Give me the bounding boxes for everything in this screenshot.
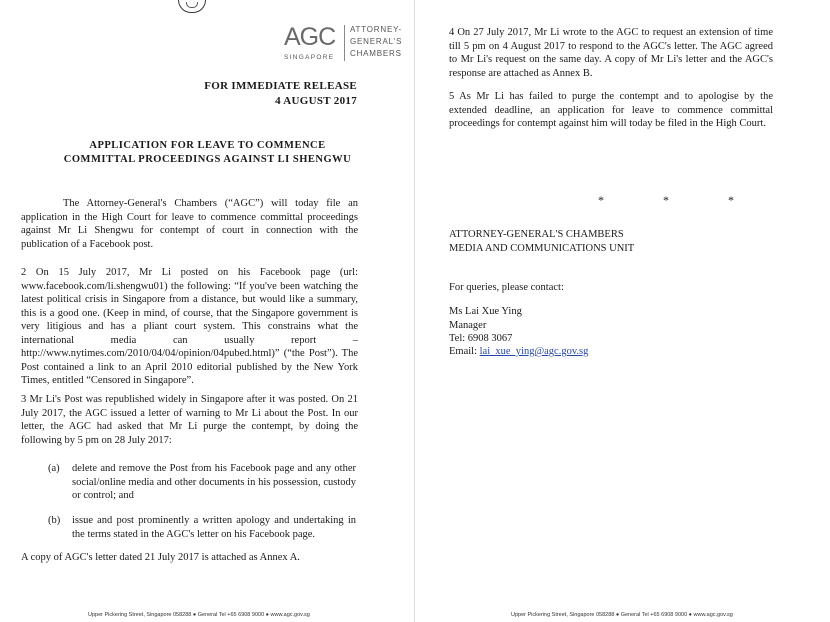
paragraph-4 <box>449 26 773 80</box>
contact-email-row <box>449 345 588 359</box>
footer-address-left: Upper Pickering Street, Singapore 058288 ● General Tel +65 6908 9000 ● www.agc.gov.sg <box>88 612 310 618</box>
annex-a-text: A copy of AGC's letter dated 21 July 2017 is attached as Annex A. <box>21 552 300 563</box>
paragraph-1 <box>21 197 358 251</box>
logo-mark: AGC <box>284 23 336 51</box>
list-item-b-label: (b) <box>48 515 61 526</box>
paragraph-4-text: 4 On 27 July 2017, Mr Li wrote to the AGC to request an extension of time till 5 pm on 4 August 2017 to respond to the AGC's letter. The AGC agreed to Mr Li's request on the same day. A copy of Mr Li's letter and the AGC's response are attached as Annex B. <box>449 27 773 79</box>
paragraph-5 <box>449 90 773 131</box>
annex-a-note <box>21 551 358 565</box>
release-date: 4 AUGUST 2017 <box>275 95 357 107</box>
logo-sub: SINGAPORE <box>284 54 335 61</box>
unit-name-line-1: ATTORNEY-GENERAL'S CHAMBERS <box>449 229 624 240</box>
contact-email-label: Email: <box>449 346 480 357</box>
list-item-a <box>48 462 356 503</box>
paragraph-2-text: 2 On 15 July 2017, Mr Li posted on his Facebook page (url: www.facebook.com/li.shengwu01) the following: “If you've been watching the latest political crisis in Singapore from a distance, but would like a summary, this is a good one. (Keep in mind, of course, that the Singapore government is very litigious and has a pliant court system. This constrains what the international media can usually report – http://www.nytimes.com/2010/04/04/opinion/04pubed.html)” (“the Post”). The Post contained a link to an April 2010 editorial published by the New York Times, entitled “Censored in Singapore”. <box>21 267 358 386</box>
agc-logo <box>284 22 414 62</box>
paragraph-3 <box>21 393 358 447</box>
unit-name-line-2: MEDIA AND COMMUNICATIONS UNIT <box>449 243 635 254</box>
section-separator: * * * <box>598 193 762 207</box>
release-label: FOR IMMEDIATE RELEASE <box>204 80 357 92</box>
paragraph-5-text: 5 As Mr Li has failed to purge the contempt and to apologise by the extended deadline, an application for leave to commence committal proceedings for contempt against him will today be filed in the High Court. <box>449 91 773 129</box>
paragraph-2 <box>21 266 358 388</box>
heading-line-2: COMMITTAL PROCEEDINGS AGAINST LI SHENGWU <box>63 154 352 165</box>
logo-line-3: CHAMBERS <box>350 49 402 58</box>
heading-line-1: APPLICATION FOR LEAVE TO COMMENCE <box>89 140 326 151</box>
contact-title: Manager <box>449 320 487 331</box>
list-item-a-label: (a) <box>48 463 60 474</box>
logo-line-1: ATTORNEY- <box>350 25 402 34</box>
list-item-b <box>48 514 356 541</box>
logo-divider <box>344 25 345 61</box>
contact-email-link[interactable]: lai_xue_ying@agc.gov.sg <box>479 346 589 357</box>
list-item-a-text: delete and remove the Post from his Facebook page and any other social/online media and other documents in his possession, custody or control; and <box>72 463 356 501</box>
list-item-b-text: issue and post prominently a written apology and undertaking in the terms stated in the AGC's letter on his Facebook page. <box>72 515 356 540</box>
paragraph-3-text: 3 Mr Li's Post was republished widely in Singapore after it was posted. On 21 July 2017, the AGC issued a letter of warning to Mr Li about the Post. In our letter, the AGC had asked that Mr Li purge the contempt, by doing the following by 5 pm on 28 July 2017: <box>21 394 358 446</box>
footer-address-right: Upper Pickering Street, Singapore 058288 ● General Tel +65 6908 9000 ● www.agc.gov.sg <box>511 612 733 618</box>
logo-line-2: GENERAL'S <box>350 37 403 46</box>
press-release-page-2 <box>415 0 830 622</box>
contact-name: Ms Lai Xue Ying <box>449 306 522 317</box>
contact-tel: Tel: 6908 3067 <box>449 333 513 344</box>
crest-emblem-icon <box>178 0 206 13</box>
queries-label: For queries, please contact: <box>449 282 564 293</box>
paragraph-1-text: The Attorney-General's Chambers (“AGC”) will today file an application in the High Court for leave to commence committal proceedings against Mr Li Shengwu for contempt of court in connection with the publication of a Facebook post. <box>21 198 358 250</box>
